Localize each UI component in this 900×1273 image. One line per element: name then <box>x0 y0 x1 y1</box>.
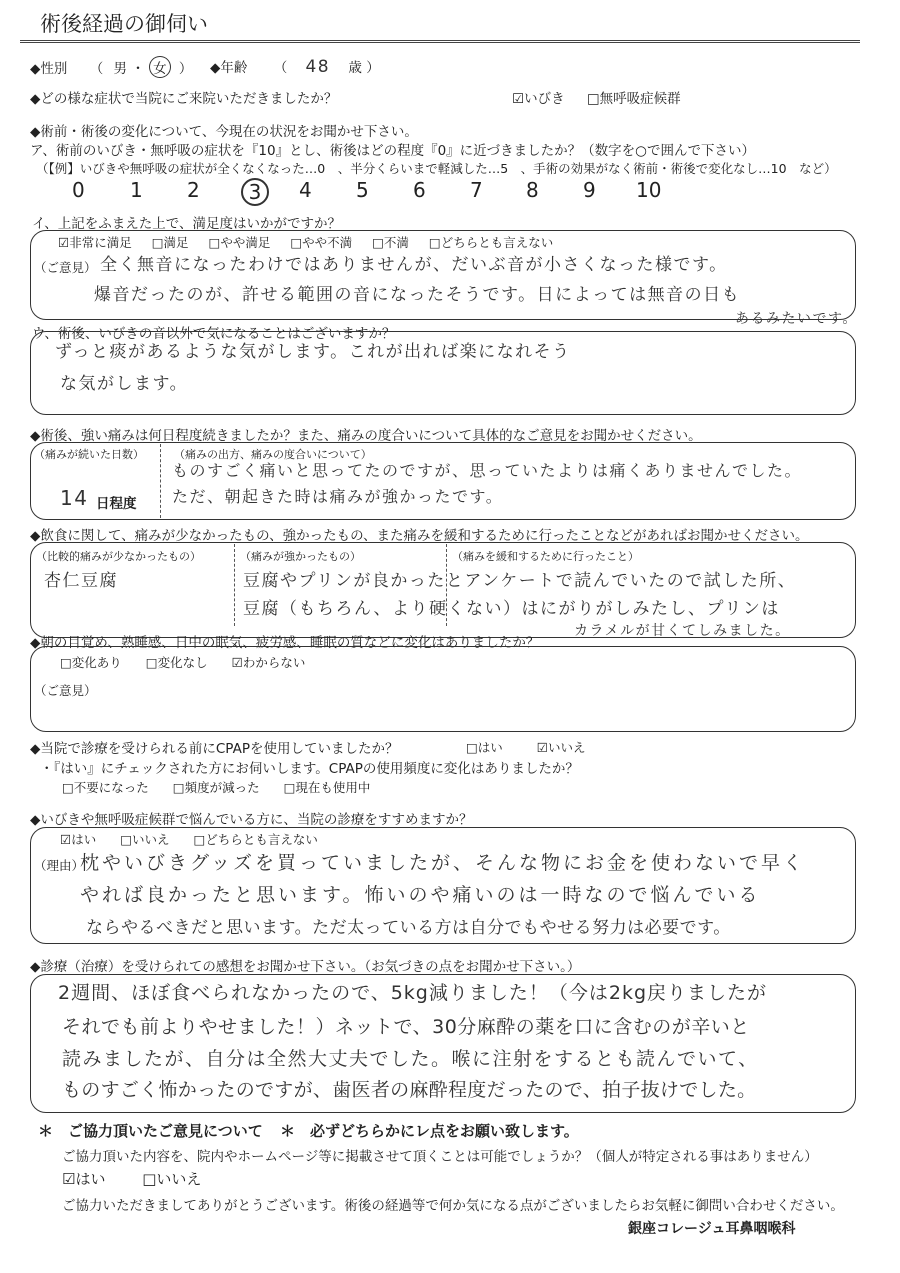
option-neutral[interactable]: □どちらとも言えない <box>428 235 554 250</box>
option-recommend-no[interactable]: □いいえ <box>120 832 170 847</box>
option-satisfied[interactable]: □満足 <box>151 235 189 250</box>
cpap-sub-options <box>62 778 370 796</box>
scale-0[interactable]: 0 <box>72 178 85 202</box>
gender-male[interactable]: 男 <box>113 61 127 77</box>
scale-2[interactable]: 2 <box>187 178 200 202</box>
option-snoring: いびき <box>524 91 565 107</box>
q-pain-label: ◆術後、強い痛みは何日程度続きましたか？また、痛みの度合いについて具体的なご意見をお聞かせください。 <box>30 428 702 444</box>
symptom-options <box>512 87 681 107</box>
recommend-handwriting-2[interactable]: やれば良かったと思います。怖いのや痛いのは一時なので悩んでいる <box>80 884 761 906</box>
scale-9[interactable]: 9 <box>583 178 596 202</box>
recommend-options <box>60 830 318 848</box>
option-cpap-yes[interactable]: □はい <box>466 740 503 755</box>
q-impression-label: ◆診療（治療）を受けられての感想をお聞かせ下さい。（お気づきの点をお聞かせ下さい。） <box>30 959 581 975</box>
scale-3-selected[interactable]: 3 <box>241 178 269 206</box>
scale-5[interactable]: 5 <box>356 178 369 202</box>
pain-box <box>30 442 856 520</box>
food-col1-label: （比較的痛みが少なかったもの） <box>36 550 201 563</box>
age-label: ◆年齢 <box>210 60 248 76</box>
q-cpap-sub: ・『はい』にチェックされた方にお伺いします。CPAPの使用頻度に変化はありましたか？ <box>40 761 579 777</box>
recommend-handwriting-1[interactable]: 枕やいびきグッズを買っていましたが、そんな物にお金を使わないで早く <box>80 852 806 874</box>
scale-10[interactable]: 10 <box>636 178 662 202</box>
option-cpap-no: いいえ <box>548 740 586 755</box>
morning-options <box>60 653 305 671</box>
food-handwriting-2[interactable]: 豆腐（もちろん、より硬くない）はにがりがしみたし、プリンは <box>243 599 780 619</box>
clinic-name: 銀座コレージュ耳鼻咽喉科 <box>628 1221 796 1237</box>
option-still-using[interactable]: □現在も使用中 <box>283 780 371 795</box>
scale-4[interactable]: 4 <box>299 178 312 202</box>
other-handwriting-1[interactable]: ずっと痰があるような気がします。これが出れば楽になれそう <box>55 342 571 362</box>
consent-heading-a: ＊ ご協力頂いたご意見について <box>38 1122 263 1140</box>
food-divider-1 <box>234 544 235 626</box>
other-handwriting-2[interactable]: な気がします。 <box>60 374 189 394</box>
satisfaction-handwriting-2[interactable]: 爆音だったのが、許せる範囲の音になったそうです。日によっては無音の日も <box>94 285 741 305</box>
impression-handwriting-2[interactable]: それでも前よりやせました！）ネットで、30分麻酔の薬を口に含むのが辛いと <box>62 1016 750 1038</box>
recommend-handwriting-3[interactable]: ならやるべきだと思います。ただ太っている方は自分でもやせる努力は必要です。 <box>86 918 731 938</box>
q-symptom-label: ◆どの様な症状で当院にご来院いただきましたか？ <box>30 91 338 107</box>
consent-question: ご協力頂いた内容を、院内やホームページ等に掲載させて頂くことは可能でしょうか？（個人が特定される事はありません） <box>62 1149 818 1165</box>
option-very-satisfied: 非常に満足 <box>69 235 132 250</box>
impression-handwriting-4[interactable]: ものすごく怖かったのですが、歯医者の麻酔程度だったので、拍子抜けでした。 <box>62 1079 757 1101</box>
pain-handwriting-2[interactable]: ただ、朝起きた時は痛みが強かったです。 <box>172 487 504 506</box>
checkbox-recommend-yes-checked[interactable]: ☑ <box>60 832 72 847</box>
scale-1[interactable]: 1 <box>130 178 143 202</box>
option-changed[interactable]: □変化あり <box>60 655 122 670</box>
pain-degree-label: （痛みの出方、痛みの度合いについて） <box>174 448 372 461</box>
pain-days-label: （痛みが続いた日数） <box>34 448 144 461</box>
recommend-reason-label: （理由） <box>34 858 85 873</box>
q-change-example: （【例】いびきや無呼吸の症状が全くなくなった…0 、半分くらいまで軽減した…5 、手術の効果がなく術前・術後で変化なし…10 など） <box>36 161 837 176</box>
food-col1-handwriting[interactable]: 杏仁豆腐 <box>44 571 118 591</box>
impression-handwriting-1[interactable]: 2週間、ほぼ食べられなかったので、5kg減りました！（今は2kg戻りましたが <box>58 982 768 1004</box>
food-col3-label: （痛みを緩和するために行ったこと） <box>452 550 639 563</box>
gender-label: ◆性別 <box>30 61 68 77</box>
option-somewhat-satisfied[interactable]: □やや満足 <box>208 235 271 250</box>
q-food-label: ◆飲食に関して、痛みが少なかったもの、強かったもの、また痛みを緩和するために行ったことなどがあればお聞かせください。 <box>30 528 809 544</box>
checkbox-unknown-checked[interactable]: ☑ <box>231 655 243 670</box>
option-no-longer-needed[interactable]: □不要になった <box>62 780 149 795</box>
consent-heading <box>38 1120 579 1141</box>
age-value[interactable]: 48 <box>305 57 331 77</box>
food-handwriting-1[interactable]: 豆腐やプリンが良かったとアンケートで読んでいたので試した所、 <box>243 571 797 591</box>
satisfaction-opinion-label: （ご意見） <box>34 260 97 275</box>
q-change-sub: ア、術前のいびき・無呼吸の症状を『10』とし、術後はどの程度『0』に近づきましたか？（数字を○で囲んで下さい） <box>30 143 755 159</box>
scale-6[interactable]: 6 <box>413 178 426 202</box>
option-consent-yes: はい <box>75 1170 106 1188</box>
satisfaction-options <box>58 233 553 251</box>
option-apnea[interactable]: □無呼吸症候群 <box>586 91 681 107</box>
food-handwriting-3[interactable]: カラメルが甘くてしみました。 <box>574 623 791 639</box>
q-cpap-label: ◆当院で診療を受けられる前にCPAPを使用していましたか？ <box>30 741 399 757</box>
pain-handwriting-1[interactable]: ものすごく痛いと思ってたのですが、思っていたよりは痛くありませんでした。 <box>172 461 803 480</box>
option-consent-no[interactable]: □いいえ <box>142 1170 202 1188</box>
age-row: ◆年齢 （ 48 歳 ） <box>210 57 380 77</box>
checkbox-consent-yes-checked[interactable]: ☑ <box>62 1170 76 1188</box>
scale-8[interactable]: 8 <box>526 178 539 202</box>
pain-days-unit: 日程度 <box>96 496 137 512</box>
consent-options <box>62 1168 201 1189</box>
option-unknown: わからない <box>242 655 306 670</box>
gender-row: ◆性別 （ 男 ・ 女 ） <box>30 56 192 78</box>
consent-heading-b: ＊ 必ずどちらかにレ点をお願い致します。 <box>279 1122 579 1140</box>
cpap-options <box>466 738 586 756</box>
morning-opinion-label: （ご意見） <box>34 683 97 698</box>
thanks-message: ご協力いただきましてありがとうございます。術後の経過等で何か気になる点がございましたらお気軽に御問い合わせください。 <box>62 1198 844 1214</box>
option-no-change[interactable]: □変化なし <box>145 655 208 670</box>
q-other-label: ウ、術後、いびきの音以外で気になることはございますか？ <box>32 326 396 342</box>
option-recommend-neutral[interactable]: □どちらとも言えない <box>193 832 318 847</box>
scale-7[interactable]: 7 <box>470 178 483 202</box>
pain-days-value[interactable]: 14 <box>60 486 89 510</box>
satisfaction-handwriting-3[interactable]: あるみたいです。 <box>735 311 858 327</box>
option-dissatisfied[interactable]: □不満 <box>372 235 409 250</box>
q-recommend-label: ◆いびきや無呼吸症候群で悩んでいる方に、当院の診療をすすめますか？ <box>30 812 473 828</box>
option-somewhat-dissatisfied[interactable]: □やや不満 <box>290 235 353 250</box>
option-recommend-yes: はい <box>71 832 97 847</box>
checkbox-cpap-no-checked[interactable]: ☑ <box>536 740 549 755</box>
q-satisfaction-label: イ、上記をふまえた上で、満足度はいかがですか？ <box>32 216 342 232</box>
impression-handwriting-3[interactable]: 読みましたが、自分は全然大丈夫でした。喉に注射をするとも読んでいて、 <box>62 1048 759 1070</box>
satisfaction-handwriting-1[interactable]: 全く無音になったわけではありませんが、だいぶ音が小さくなった様です。 <box>100 255 728 275</box>
gender-female-selected[interactable]: 女 <box>149 56 171 78</box>
page-title: 術後経過の御伺い <box>40 12 208 36</box>
option-frequency-reduced[interactable]: □頻度が減った <box>172 780 260 795</box>
checkbox-snoring-checked[interactable]: ☑ <box>512 91 525 107</box>
title-underline <box>20 40 860 43</box>
q-morning-label: ◆朝の目覚め、熟睡感、日中の眠気、疲労感、睡眠の質などに変化はありましたか？ <box>30 635 540 651</box>
checkbox-very-satisfied-checked[interactable]: ☑ <box>58 235 70 250</box>
food-col2-label: （痛みが強かったもの） <box>240 550 361 563</box>
q-change-label: ◆術前・術後の変化について、今現在の状況をお聞かせ下さい。 <box>30 124 418 140</box>
pain-divider <box>160 444 161 518</box>
